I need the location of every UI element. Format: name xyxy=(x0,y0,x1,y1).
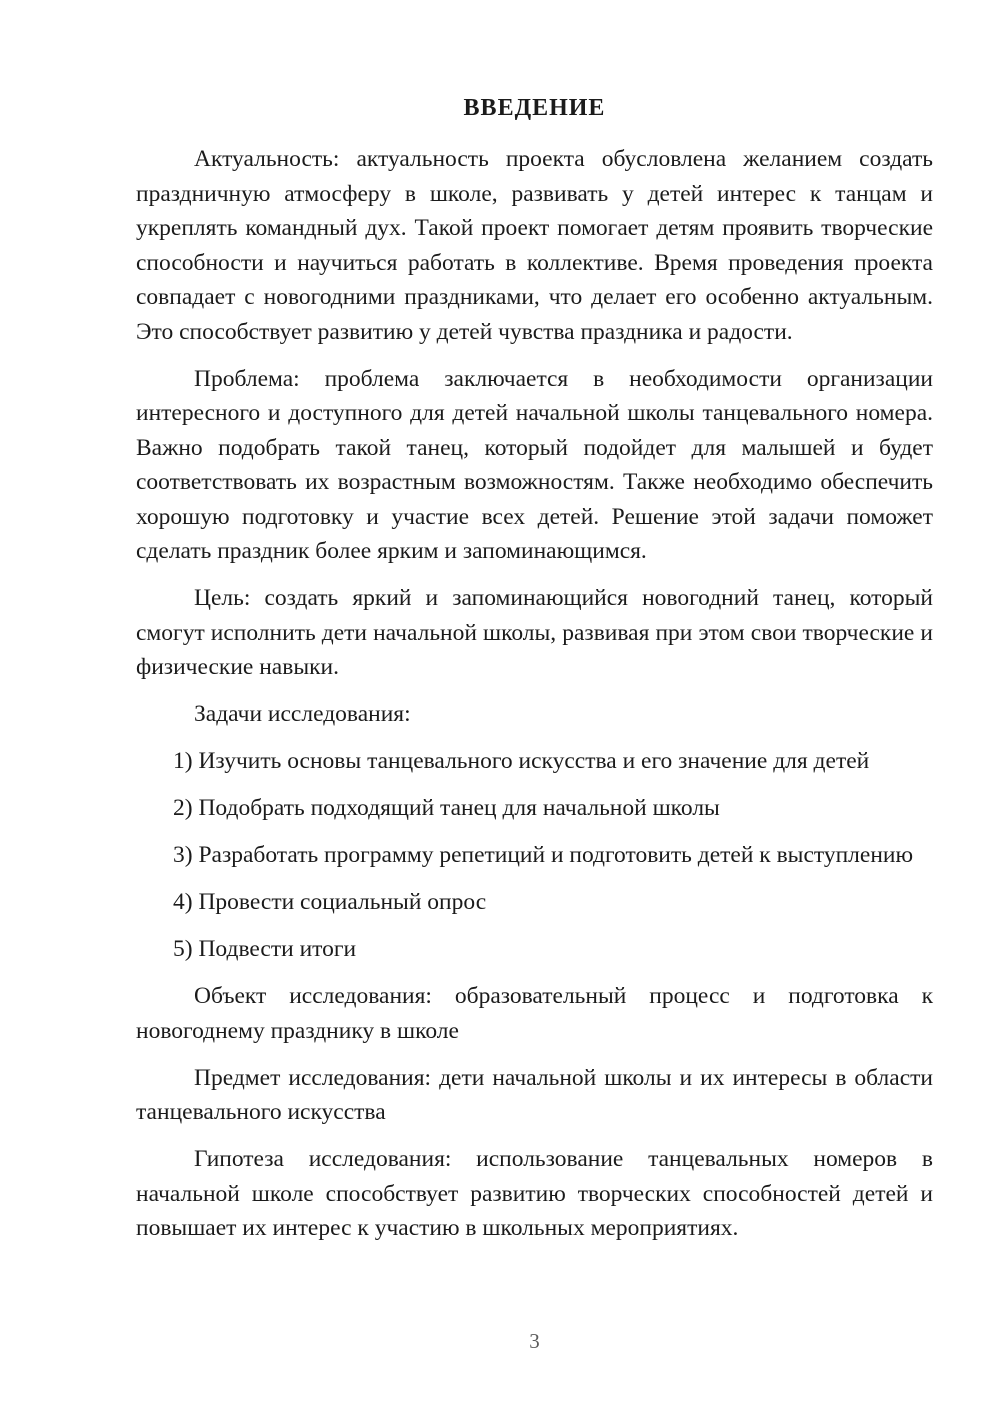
task-item-5: 5) Подвести итоги xyxy=(173,936,357,962)
paragraph-hypothesis: Гипотеза исследования: использование танцевальных номеров в начальной школе способствует развитию творческих способностей детей и повышает их интерес к участию в школьных мероприятиях. xyxy=(136,1146,933,1241)
page-title: ВВЕДЕНИЕ xyxy=(463,95,606,121)
task-item-2: 2) Подобрать подходящий танец для начальной школы xyxy=(173,795,720,821)
paragraph-problem: Проблема: проблема заключается в необходимости организации интересного и доступного для детей начальной школы танцевального номера. Важно подобрать такой танец, который подойдет для малышей и будет соответствовать их возрастным возможностям. Также необходимо обеспечить хорошую подготовку и участие всех детей. Решение этой задачи поможет сделать праздник более ярким и запоминающимся. xyxy=(136,365,933,564)
paragraph-relevance: Актуальность: актуальность проекта обусловлена желанием создать праздничную атмосферу в школе, развивать у детей интерес к танцам и укреплять командный дух. Такой проект помогает детям проявить творческие способности и научиться работать в коллективе. Время проведения проекта совпадает с новогодними праздниками, что делает его особенно актуальным. Это способствует развитию у детей чувства праздника и радости. xyxy=(136,146,933,345)
tasks-heading: Задачи исследования: xyxy=(194,701,411,727)
task-item-4: 4) Провести социальный опрос xyxy=(173,889,487,915)
task-item-1: 1) Изучить основы танцевального искусства и его значение для детей xyxy=(173,748,870,774)
paragraph-subject: Предмет исследования: дети начальной школы и их интересы в области танцевального искусства xyxy=(136,1064,933,1125)
text-block xyxy=(136,0,933,1258)
page-number: 3 xyxy=(529,1329,540,1353)
task-item-3: 3) Разработать программу репетиций и подготовить детей к выступлению xyxy=(173,842,914,868)
paragraph-object: Объект исследования: образовательный процесс и подготовка к новогоднему празднику в школе xyxy=(136,983,933,1044)
paragraph-goal: Цель: создать яркий и запоминающийся новогодний танец, который смогут исполнить дети начальной школы, развивая при этом свои творческие и физические навыки. xyxy=(136,585,933,680)
